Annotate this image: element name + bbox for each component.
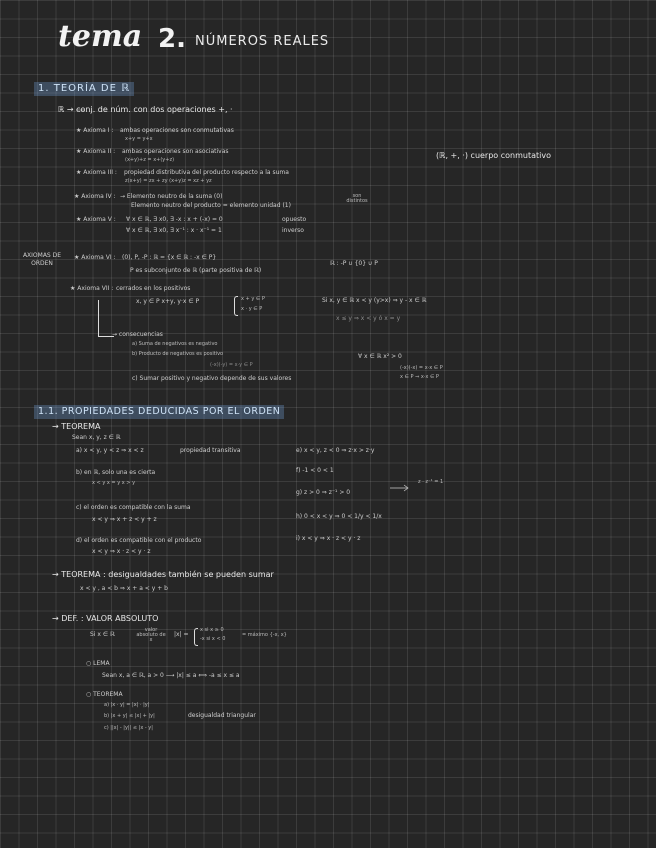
teorema-2-label: → TEOREMA : desigualdades también se pueden sumar	[52, 570, 274, 579]
axiom-7-line: x, y ∈ P x+y, y·x ∈ P	[136, 298, 200, 305]
axiom-2-text: ambas operaciones son asociativas	[122, 148, 229, 155]
axiom-6-note: P es subconjunto de ℝ (parte positiva de ℝ)	[130, 267, 262, 274]
teorema-2-line: x < y , a < b ⇒ x + a < y + b	[80, 585, 168, 592]
def-lhs: |x| =	[174, 631, 189, 638]
axiom-7-text: cerrados en los positivos	[116, 285, 191, 292]
teorema-3-a: a) |x · y| = |x| · |y|	[104, 702, 150, 708]
axiom-5-label: ★ Axioma V :	[76, 216, 116, 223]
teorema-1-sean: Sean x, y, z ∈ ℝ	[72, 434, 121, 441]
axiom-7-label: ★ Axioma VII :	[70, 285, 114, 292]
consecuencia-side3: x ∈ P ⇒ x·x ∈ P	[400, 374, 439, 380]
axiom-1-label: ★ Axioma I :	[76, 127, 114, 134]
consecuencia-a: a) Suma de negativos es negativo	[132, 341, 218, 347]
axiom-4-label: ★ Axioma IV :	[74, 193, 116, 200]
cuerpo-conmutativo: (ℝ, +, ·) cuerpo conmutativo	[436, 151, 551, 160]
axiom-5-line2: ∀ x ∈ ℝ, ∃ x0, ∃ x⁻¹ : x · x⁻¹ = 1	[126, 227, 222, 234]
teorema-1-g-note: z · z⁻¹ = 1	[418, 479, 444, 485]
title-tema: tema	[58, 19, 143, 54]
consecuencia-c: c) Sumar positivo y negativo depende de sus valores	[132, 375, 292, 382]
axiom-1-note: x+y = y+x	[125, 136, 153, 142]
axiom-3-note: z(x+y) = zx + zy (x+y)z = xz + yz	[125, 178, 212, 184]
axiom-3-text: propiedad distributiva del producto respecto a la suma	[124, 169, 289, 176]
axiom-6-side: ℝ : -P ∪ {0} ∪ P	[330, 260, 378, 267]
lema-label: ○ LEMA	[86, 660, 110, 667]
section-1-heading: 1. TEORÍA DE ℝ	[34, 82, 134, 96]
teorema-3-b: b) |x + y| ≤ |x| + |y|	[104, 713, 155, 719]
axiomas-de-orden: AXIOMAS DE ORDEN	[22, 252, 62, 267]
teorema-1-i: i) x < y ⇒ x · z < y · z	[296, 535, 361, 542]
section-11-heading: 1.1. PROPIEDADES DEDUCIDAS POR EL ORDEN	[34, 405, 284, 419]
title-subtitle: NÚMEROS REALES	[195, 34, 330, 49]
consecuencia-b: b) Producto de negativos es positivo	[132, 351, 224, 357]
teorema-1-d-sub: x < y ⇒ x · z < y · z	[92, 548, 151, 555]
axiom-2-note: (x+y)+z = x+(y+z)	[125, 157, 175, 163]
axiom-5-tag2: inverso	[282, 227, 304, 234]
teorema-3-c: c) ||x| - |y|| ≤ |x - y|	[104, 725, 153, 731]
axiom-7-b1: x + y ∈ P	[241, 296, 265, 302]
teorema-1-b-sub: x < y x = y x > y	[92, 480, 136, 486]
teorema-1-a-tag: propiedad transitiva	[180, 447, 241, 454]
axiom-6-label: ★ Axioma VI :	[74, 254, 116, 261]
consecuencias-label: → consecuencias	[112, 331, 163, 338]
teorema-1-f: f) -1 < 0 < 1	[296, 467, 334, 474]
def-case-2: -x si x < 0	[200, 636, 226, 642]
axiom-5-text: ∀ x ∈ ℝ, ∃ x0, ∃ -x : x + (-x) = 0	[126, 216, 223, 223]
axiom-1-text: ambas operaciones son conmutativas	[120, 127, 234, 134]
axiom-2-label: ★ Axioma II :	[76, 148, 116, 155]
teorema-1-c: c) el orden es compatible con la suma	[76, 504, 191, 511]
teorema-3-tag: desigualdad triangular	[188, 712, 256, 719]
axiom-6-text: (0), P, -P : ℝ = {x ∈ ℝ : -x ∈ P}	[122, 254, 217, 261]
def-line: Si x ∈ ℝ	[90, 631, 115, 638]
axiom-4-text: → Elemento neutro de la suma (0)	[120, 193, 223, 200]
title-number: 2.	[158, 24, 186, 54]
lema-line: Sean x, a ∈ ℝ, a > 0 ⟶ |x| ≤ a ⟺ -a ≤ x ≤ a	[102, 672, 240, 679]
def-map: valor absoluto de x	[136, 627, 166, 643]
teorema-1-e: e) x < y, z < 0 ⇒ z·x > z·y	[296, 447, 375, 454]
teorema-1-h: h) 0 < x < y ⇒ 0 < 1/y < 1/x	[296, 513, 382, 520]
def-max: = máximo {-x, x}	[242, 632, 287, 638]
axiom-4-side: son distintos	[346, 193, 368, 204]
consecuencia-b-note: (-x)(-y) = x·y ∈ P	[210, 362, 253, 368]
consecuencia-side1: ∀ x ∈ ℝ x² > 0	[358, 353, 402, 360]
consecuencia-side2: (-x)(-x) = x·x ∈ P	[400, 365, 443, 371]
teorema-3-label: ○ TEOREMA	[86, 691, 123, 698]
axiom-7-side1: Si x, y ∈ ℝ x < y (y>x) ⇒ y - x ∈ ℝ	[322, 297, 427, 304]
axiom-4-line2: Elemento neutro del producto = elemento unidad (1)	[131, 202, 291, 209]
axiom-7-side2: x ≤ y ⇒ x < y ó x = y	[336, 315, 401, 322]
intro-line: ℝ → conj. de núm. con dos operaciones +, ·	[58, 105, 233, 114]
teorema-1-label: → TEOREMA	[52, 422, 101, 431]
axiom-3-label: ★ Axioma III :	[76, 169, 117, 176]
teorema-1-d: d) el orden es compatible con el producto	[76, 537, 202, 544]
teorema-1-c-sub: x < y ⇒ x + z < y + z	[92, 516, 157, 523]
teorema-1-a: a) x < y, y < z ⇒ x < z	[76, 447, 144, 454]
def-valor-absoluto: → DEF. : VALOR ABSOLUTO	[52, 614, 159, 623]
def-case-1: x si x ≥ 0	[200, 627, 224, 633]
teorema-1-g: g) z > 0 ⇒ z⁻¹ > 0	[296, 489, 351, 496]
teorema-1-b: b) en ℝ, solo una es cierta	[76, 469, 156, 476]
axiom-7-b2: x · y ∈ P	[241, 306, 263, 312]
axiom-5-tag: opuesto	[282, 216, 307, 223]
